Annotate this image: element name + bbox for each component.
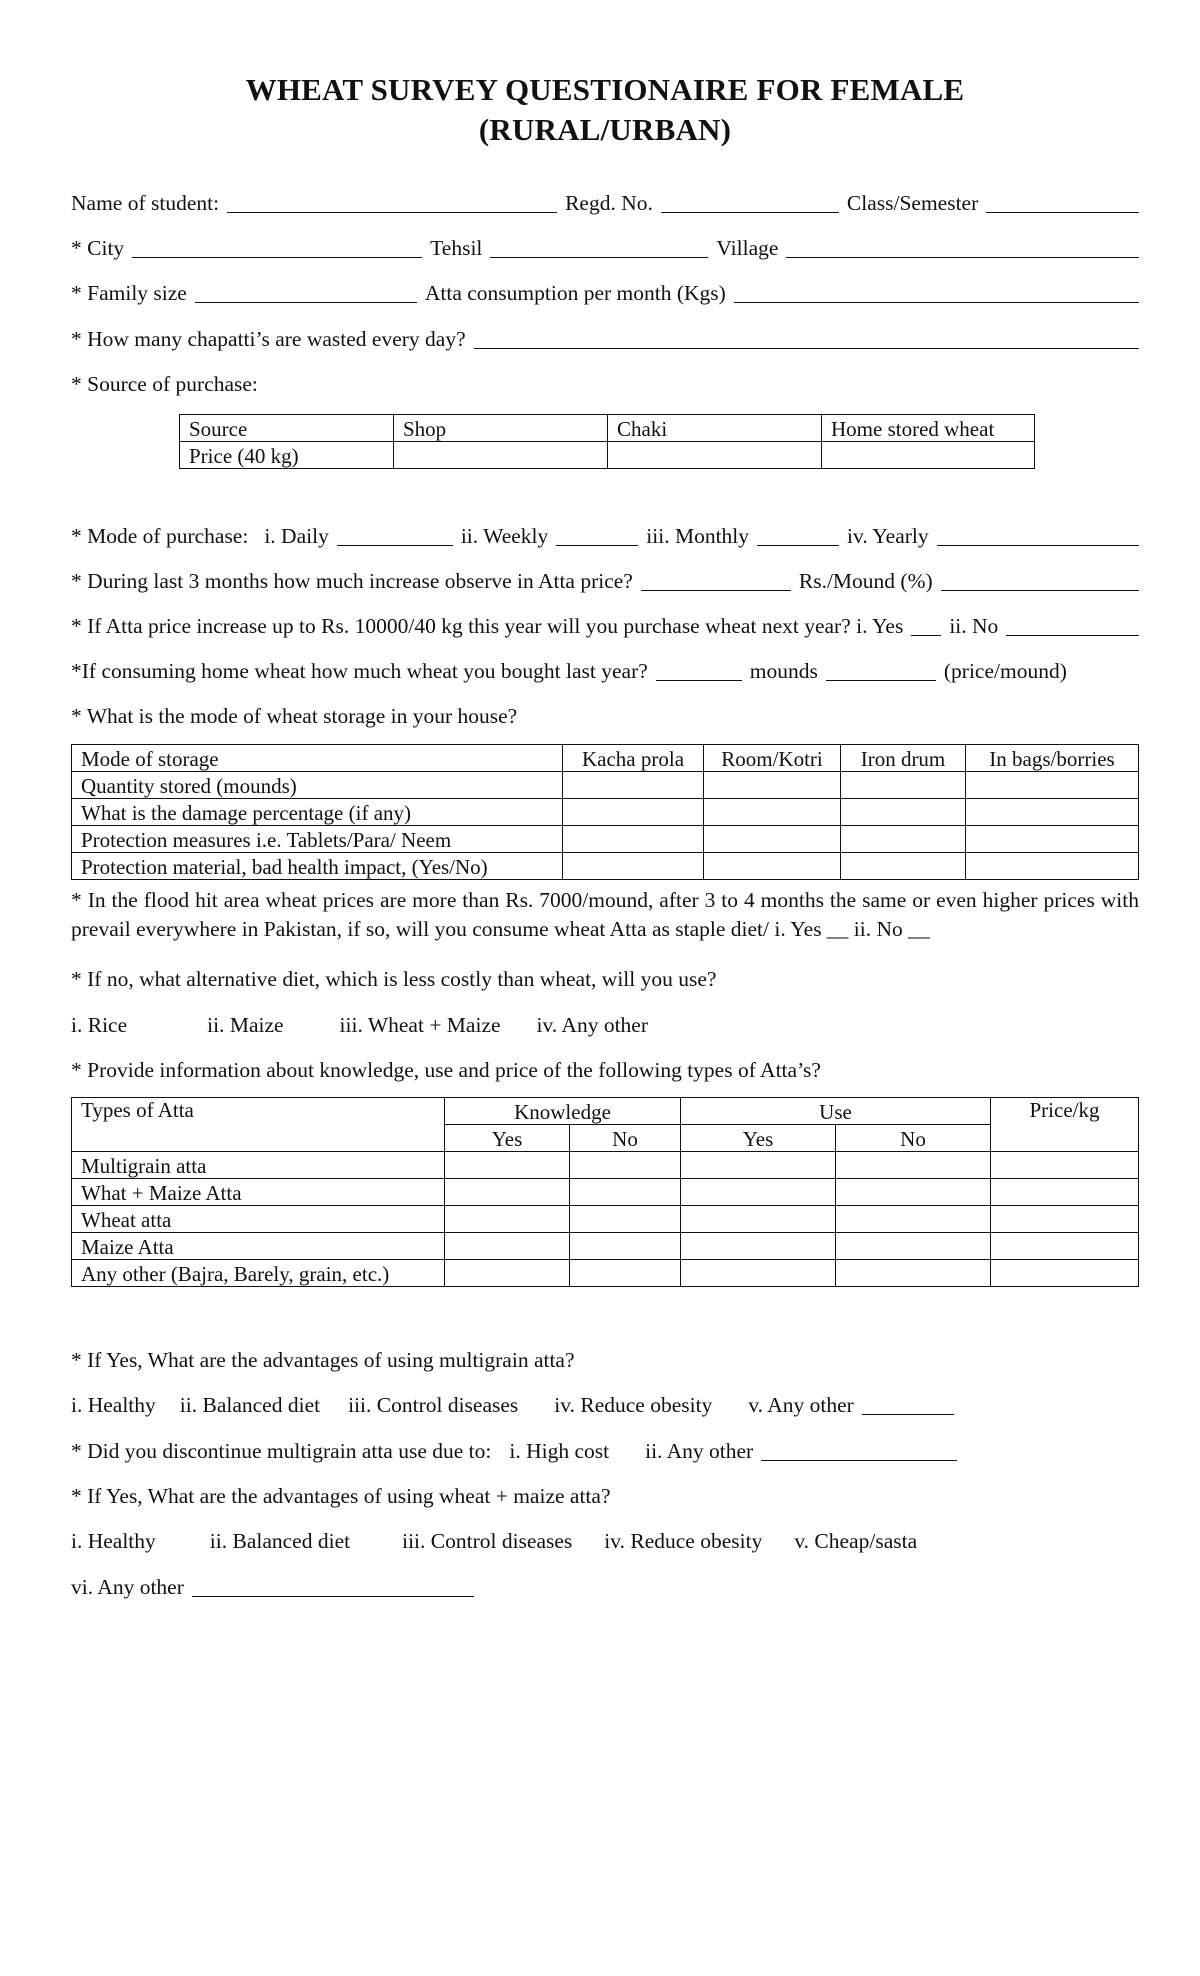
table-row	[72, 1098, 1139, 1125]
wheat-maize-advantages-question: * If Yes, What are the advantages of using wheat + maize atta?	[71, 1483, 611, 1508]
discontinue-any-other-blank[interactable]	[761, 1459, 957, 1461]
student-info-row	[71, 186, 1139, 214]
atta-types-question-row	[71, 1053, 1139, 1081]
price-increase-question: * During last 3 months how much increase observe in Atta price?	[71, 568, 633, 593]
multigrain-reduce-obesity-option[interactable]: iv. Reduce obesity	[554, 1392, 713, 1417]
home-wheat-mounds-label: mounds	[749, 658, 818, 683]
home-wheat-price-label: (price/mound)	[943, 658, 1067, 683]
table-row-label: Protection material, bad health impact, (Yes/No)	[72, 853, 563, 880]
wheat-maize-healthy-option[interactable]: i. Healthy	[71, 1528, 156, 1553]
table-cell-input[interactable]	[841, 799, 966, 826]
atta-consumption-blank[interactable]	[734, 301, 1139, 303]
wheat-maize-advantages-row	[71, 1479, 1139, 1507]
table-row	[72, 772, 1139, 799]
table-cell-input[interactable]	[570, 1260, 681, 1287]
village-label: Village	[716, 235, 779, 260]
table-cell-input[interactable]	[704, 799, 841, 826]
table-cell-input[interactable]	[966, 799, 1139, 826]
table-cell-input[interactable]	[681, 1179, 836, 1206]
table-cell-input[interactable]	[991, 1179, 1139, 1206]
alternative-diet-question: * If no, what alternative diet, which is less costly than wheat, will you use?	[71, 966, 717, 991]
table-cell-input[interactable]	[570, 1206, 681, 1233]
multigrain-advantages-options	[71, 1388, 1139, 1416]
multigrain-healthy-option[interactable]: i. Healthy	[71, 1392, 156, 1417]
wheat-maize-cheap-option[interactable]: v. Cheap/sasta	[794, 1528, 918, 1553]
mode-monthly-blank[interactable]	[757, 544, 839, 546]
table-header-cell: Knowledge	[445, 1098, 681, 1125]
table-cell-input[interactable]	[445, 1233, 570, 1260]
alternative-any-other-option[interactable]: iv. Any other	[536, 1012, 648, 1037]
table-cell-input[interactable]	[822, 442, 1035, 469]
wheat-maize-any-other-blank[interactable]	[192, 1595, 474, 1597]
purchase-no-option: ii. No	[949, 613, 999, 638]
table-row	[72, 745, 1139, 772]
table-cell-input[interactable]	[704, 772, 841, 799]
alternative-maize-option[interactable]: ii. Maize	[207, 1012, 284, 1037]
table-cell-input[interactable]	[445, 1179, 570, 1206]
table-cell-input[interactable]	[563, 853, 704, 880]
table-cell-input[interactable]	[991, 1152, 1139, 1179]
table-row-label: Wheat atta	[72, 1206, 445, 1233]
table-row	[72, 853, 1139, 880]
table-header-cell: Chaki	[608, 415, 822, 442]
source-of-purchase-label: * Source of purchase:	[71, 371, 258, 396]
tehsil-label: Tehsil	[430, 235, 483, 260]
price-increase-unit: Rs./Mound (%)	[798, 568, 933, 593]
wheat-maize-any-other-option[interactable]: vi. Any other	[71, 1574, 184, 1599]
home-wheat-question: *If consuming home wheat how much wheat you bought last year?	[71, 658, 648, 683]
chapatti-wasted-blank[interactable]	[474, 347, 1139, 349]
table-row	[72, 1260, 1139, 1287]
table-row-label: What is the damage percentage (if any)	[72, 799, 563, 826]
mode-weekly-option[interactable]: ii. Weekly	[460, 523, 549, 548]
table-cell-input[interactable]	[563, 799, 704, 826]
chapatti-row	[71, 322, 1139, 350]
table-cell-input[interactable]	[991, 1206, 1139, 1233]
table-row	[72, 1206, 1139, 1233]
table-cell-input[interactable]	[704, 826, 841, 853]
regd-no-label: Regd. No.	[565, 190, 653, 215]
mode-daily-blank[interactable]	[337, 544, 453, 546]
document-title-line2: (RURAL/URBAN)	[478, 112, 732, 147]
wheat-maize-control-diseases-option[interactable]: iii. Control diseases	[402, 1528, 573, 1553]
table-cell-input[interactable]	[563, 826, 704, 853]
table-header-cell: Yes	[445, 1125, 570, 1152]
discontinue-high-cost-option[interactable]: i. High cost	[509, 1438, 610, 1463]
discontinue-row	[71, 1434, 1139, 1462]
family-row	[71, 276, 1139, 304]
price-increase-blank[interactable]	[641, 589, 791, 591]
table-cell-input[interactable]	[841, 853, 966, 880]
tehsil-blank[interactable]	[490, 256, 708, 258]
table-header-cell: Shop	[394, 415, 608, 442]
alternative-rice-option[interactable]: i. Rice	[71, 1012, 128, 1037]
multigrain-control-diseases-option[interactable]: iii. Control diseases	[348, 1392, 519, 1417]
multigrain-advantages-row	[71, 1343, 1139, 1371]
table-header-cell: Types of Atta	[72, 1098, 445, 1152]
purchase-next-year-row	[71, 609, 1139, 637]
table-header-cell: Kacha prola	[563, 745, 704, 772]
table-row-label: Quantity stored (mounds)	[72, 772, 563, 799]
purchase-next-year-question: * If Atta price increase up to Rs. 10000/40 kg this year will you purchase wheat next year? i. Yes	[71, 613, 904, 638]
table-header-cell: Source	[180, 415, 394, 442]
wheat-maize-balanced-diet-option[interactable]: ii. Balanced diet	[209, 1528, 351, 1553]
table-header-cell: No	[570, 1125, 681, 1152]
table-cell-input[interactable]	[836, 1260, 991, 1287]
price-increase-percent-blank[interactable]	[941, 589, 1139, 591]
source-of-purchase-row	[71, 367, 1139, 395]
wheat-maize-reduce-obesity-option[interactable]: iv. Reduce obesity	[604, 1528, 763, 1553]
storage-table	[71, 744, 1139, 880]
table-header-cell: In bags/borries	[966, 745, 1139, 772]
table-header-cell: Yes	[681, 1125, 836, 1152]
multigrain-any-other-blank[interactable]	[862, 1413, 954, 1415]
table-cell-input[interactable]	[836, 1179, 991, 1206]
table-cell-input[interactable]	[394, 442, 608, 469]
table-cell-input[interactable]	[570, 1233, 681, 1260]
flood-question: * In the flood hit area wheat prices are more than Rs. 7000/mound, after 3 to 4 months the same or even higher prices with prevail everywhere in Pakistan, if so, will you consume wheat Atta as staple diet/ i. Yes __ ii. No __	[71, 888, 1139, 941]
table-cell-input[interactable]	[841, 826, 966, 853]
table-row	[180, 442, 1035, 469]
multigrain-advantages-question: * If Yes, What are the advantages of using multigrain atta?	[71, 1347, 575, 1372]
table-row	[72, 1152, 1139, 1179]
wheat-maize-any-other-row	[71, 1570, 1139, 1598]
table-cell-input[interactable]	[836, 1206, 991, 1233]
family-size-label: * Family size	[71, 280, 187, 305]
table-header-cell: Mode of storage	[72, 745, 563, 772]
document-title-line1: WHEAT SURVEY QUESTIONAIRE FOR FEMALE	[245, 72, 965, 107]
regd-no-blank[interactable]	[661, 211, 839, 213]
atta-types-question: * Provide information about knowledge, use and price of the following types of Atta’s?	[71, 1057, 821, 1082]
alternative-wheat-maize-option[interactable]: iii. Wheat + Maize	[339, 1012, 501, 1037]
table-header-cell: Iron drum	[841, 745, 966, 772]
home-wheat-price-blank[interactable]	[826, 679, 936, 681]
table-cell-input[interactable]	[966, 826, 1139, 853]
alternative-diet-row	[71, 962, 1139, 990]
mode-monthly-option[interactable]: iii. Monthly	[646, 523, 750, 548]
multigrain-any-other-option[interactable]: v. Any other	[748, 1392, 854, 1417]
table-row	[72, 826, 1139, 853]
table-row-label: Protection measures i.e. Tablets/Para/ Neem	[72, 826, 563, 853]
location-row	[71, 231, 1139, 259]
mode-of-purchase-row	[71, 519, 1139, 547]
village-blank[interactable]	[786, 256, 1139, 258]
table-header-cell: No	[836, 1125, 991, 1152]
family-size-blank[interactable]	[195, 301, 417, 303]
name-of-student-blank[interactable]	[227, 211, 557, 213]
table-cell-input[interactable]	[563, 772, 704, 799]
atta-types-table	[71, 1097, 1139, 1287]
table-row-label: What + Maize Atta	[72, 1179, 445, 1206]
home-wheat-mounds-blank[interactable]	[656, 679, 742, 681]
source-price-table	[179, 414, 1035, 469]
class-semester-label: Class/Semester	[846, 190, 979, 215]
table-row-label: Multigrain atta	[72, 1152, 445, 1179]
table-cell-input[interactable]	[966, 772, 1139, 799]
table-cell-input[interactable]	[836, 1233, 991, 1260]
atta-consumption-label: Atta consumption per month (Kgs)	[424, 280, 726, 305]
discontinue-question: * Did you discontinue multigrain atta use due to:	[71, 1438, 492, 1463]
table-cell-input[interactable]	[836, 1152, 991, 1179]
name-of-student-label: Name of student:	[71, 190, 220, 215]
mode-weekly-blank[interactable]	[556, 544, 638, 546]
table-cell-input[interactable]	[966, 853, 1139, 880]
table-cell-input[interactable]	[570, 1152, 681, 1179]
table-cell-input[interactable]	[681, 1233, 836, 1260]
table-row	[72, 799, 1139, 826]
multigrain-balanced-diet-option[interactable]: ii. Balanced diet	[179, 1392, 321, 1417]
table-cell-input[interactable]	[841, 772, 966, 799]
table-row	[72, 1233, 1139, 1260]
table-cell-input[interactable]	[445, 1206, 570, 1233]
table-row-label: Any other (Bajra, Barely, grain, etc.)	[72, 1260, 445, 1287]
table-cell-input[interactable]	[608, 442, 822, 469]
storage-question-row	[71, 699, 1139, 727]
city-label: * City	[71, 235, 125, 260]
table-row-label: Price (40 kg)	[180, 442, 394, 469]
mode-yearly-option[interactable]: iv. Yearly	[847, 523, 929, 548]
mode-yearly-blank[interactable]	[937, 544, 1139, 546]
table-cell-input[interactable]	[570, 1179, 681, 1206]
mode-daily-option[interactable]: i. Daily	[264, 523, 329, 548]
purchase-no-blank[interactable]	[1006, 634, 1139, 636]
table-header-cell: Home stored wheat	[822, 415, 1035, 442]
table-row	[180, 415, 1035, 442]
table-header-cell: Room/Kotri	[704, 745, 841, 772]
purchase-yes-blank[interactable]	[911, 634, 941, 636]
table-cell-input[interactable]	[445, 1152, 570, 1179]
table-cell-input[interactable]	[681, 1260, 836, 1287]
table-cell-input[interactable]	[704, 853, 841, 880]
class-semester-blank[interactable]	[986, 211, 1139, 213]
chapatti-wasted-label: * How many chapatti’s are wasted every day?	[71, 326, 466, 351]
table-row-label: Maize Atta	[72, 1233, 445, 1260]
price-increase-row	[71, 564, 1139, 592]
table-cell-input[interactable]	[991, 1233, 1139, 1260]
mode-of-purchase-label: * Mode of purchase:	[71, 523, 249, 548]
table-row	[72, 1179, 1139, 1206]
table-cell-input[interactable]	[445, 1260, 570, 1287]
table-cell-input[interactable]	[991, 1260, 1139, 1287]
wheat-maize-advantages-options	[71, 1524, 1139, 1552]
alternative-diet-options	[71, 1008, 1139, 1036]
home-wheat-row	[71, 654, 1139, 682]
table-cell-input[interactable]	[681, 1152, 836, 1179]
storage-question: * What is the mode of wheat storage in your house?	[71, 703, 518, 728]
table-header-cell: Price/kg	[991, 1098, 1139, 1152]
city-blank[interactable]	[132, 256, 422, 258]
table-header-cell: Use	[681, 1098, 991, 1125]
table-cell-input[interactable]	[681, 1206, 836, 1233]
discontinue-any-other-option[interactable]: ii. Any other	[645, 1438, 754, 1463]
